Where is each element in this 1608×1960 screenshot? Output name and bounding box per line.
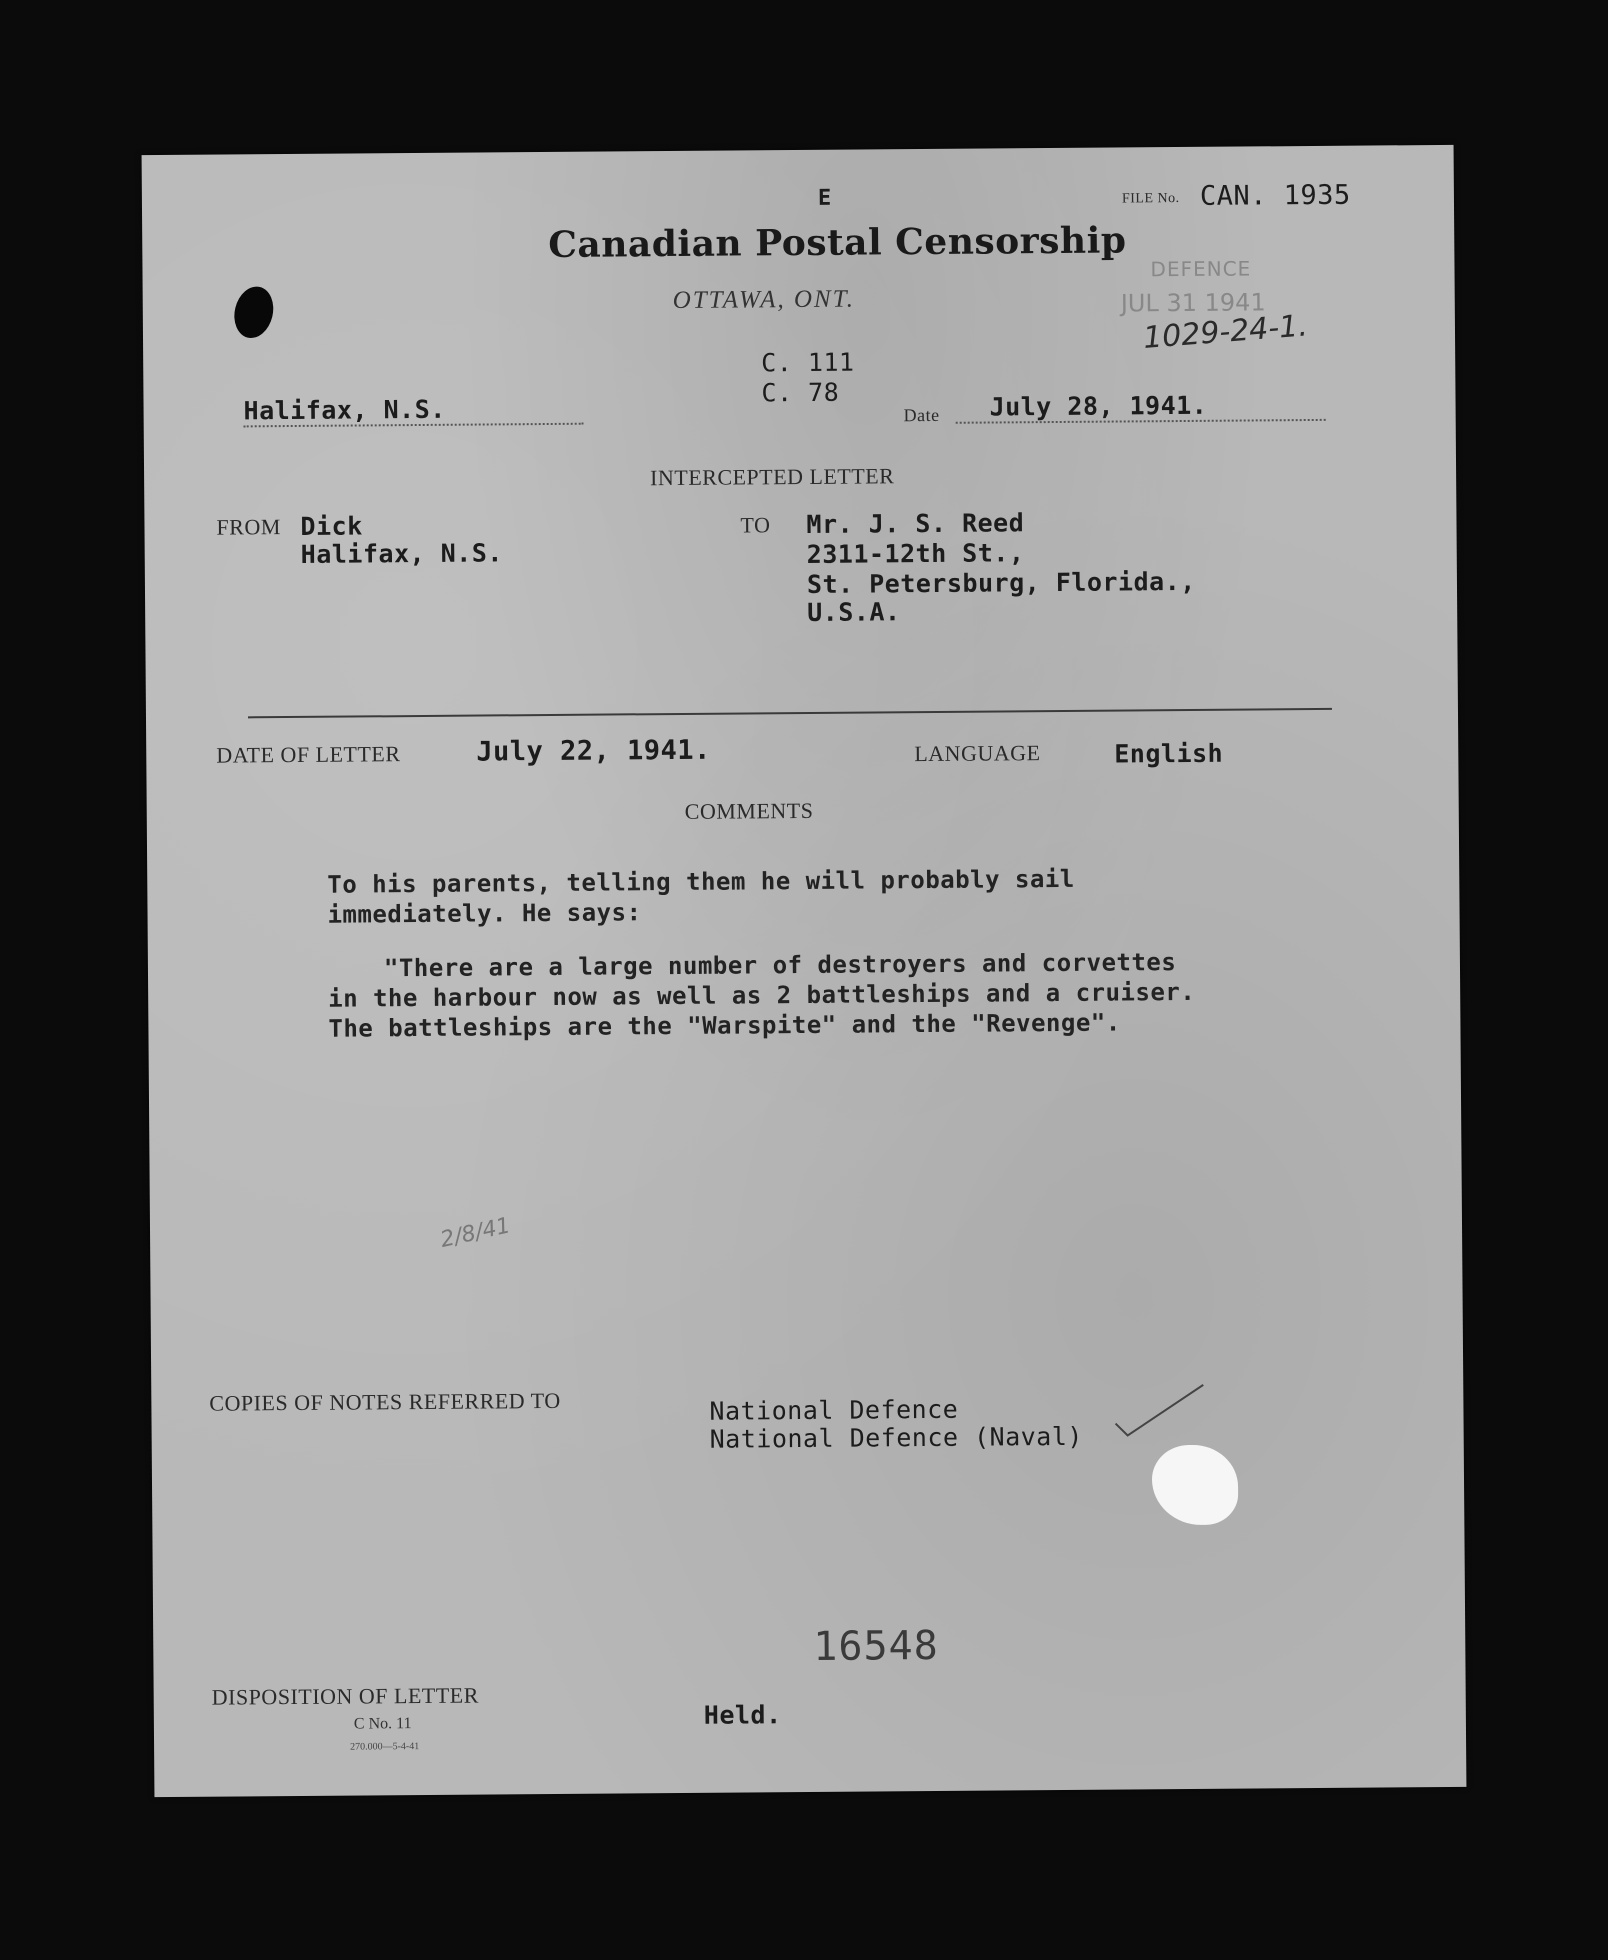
date-label: Date: [903, 404, 940, 426]
to-line-2: 2311-12th St.,: [806, 538, 1025, 569]
comment-line-1: To his parents, telling them he will probably sail: [327, 864, 1075, 899]
document-page: [142, 145, 1467, 1797]
divider: [248, 708, 1332, 719]
letter-mark: E: [817, 185, 832, 211]
comments-label: COMMENTS: [684, 797, 814, 824]
date-value: July 28, 1941.: [955, 390, 1325, 424]
punch-hole: [229, 283, 278, 342]
copies-label: COPIES OF NOTES REFERRED TO: [209, 1387, 561, 1416]
to-line-4: U.S.A.: [807, 597, 901, 627]
paper-damage-blot: [1152, 1445, 1239, 1526]
check-mark-icon: [1111, 1379, 1211, 1440]
print-code: 270.000—5-4-41: [350, 1741, 420, 1753]
language-value: English: [1114, 738, 1224, 769]
section-title: INTERCEPTED LETTER: [650, 463, 895, 491]
received-stamp-date: JUL 31 1941: [1120, 288, 1266, 318]
from-label: FROM: [216, 514, 281, 540]
code-1: C. 111: [761, 347, 855, 378]
date-of-letter-value: July 22, 1941.: [476, 734, 711, 768]
origin: Halifax, N.S.: [243, 394, 583, 428]
from-name: Dick: [300, 511, 363, 541]
file-label: FILE No.: [1121, 191, 1180, 207]
document-title: Canadian Postal Censorship: [548, 219, 1127, 266]
from-address: Halifax, N.S.: [300, 538, 503, 569]
date-of-letter-label: DATE OF LETTER: [216, 741, 401, 768]
language-label: LANGUAGE: [914, 740, 1041, 767]
quote-line-1: "There are a large number of destroyers and corvettes: [383, 948, 1177, 983]
disposition-label: DISPOSITION OF LETTER: [211, 1682, 479, 1710]
location: OTTAWA, ONT.: [672, 285, 856, 315]
quote-line-3: The battleships are the "Warspite" and the "Revenge".: [328, 1008, 1121, 1043]
comment-line-2: immediately. He says:: [327, 898, 642, 929]
to-label: TO: [740, 512, 771, 538]
pencil-note: 2/8/41: [438, 1213, 513, 1253]
form-code: C No. 11: [353, 1715, 412, 1733]
quote-line-2: in the harbour now as well as 2 battleships and a cruiser.: [328, 977, 1196, 1013]
disposition-value: Held.: [703, 1700, 782, 1730]
copies-line-2: National Defence (Naval): [709, 1421, 1084, 1454]
code-2: C. 78: [761, 377, 840, 408]
copies-line-1: National Defence: [709, 1394, 959, 1426]
handwritten-reference: 1029-24-1.: [1141, 308, 1309, 357]
received-stamp-line1: DEFENCE: [1150, 256, 1252, 282]
to-line-1: Mr. J. S. Reed: [806, 508, 1025, 539]
to-line-3: St. Petersburg, Florida.,: [806, 566, 1196, 599]
file-number: CAN. 1935: [1199, 179, 1351, 212]
serial-number: 16548: [813, 1622, 939, 1670]
